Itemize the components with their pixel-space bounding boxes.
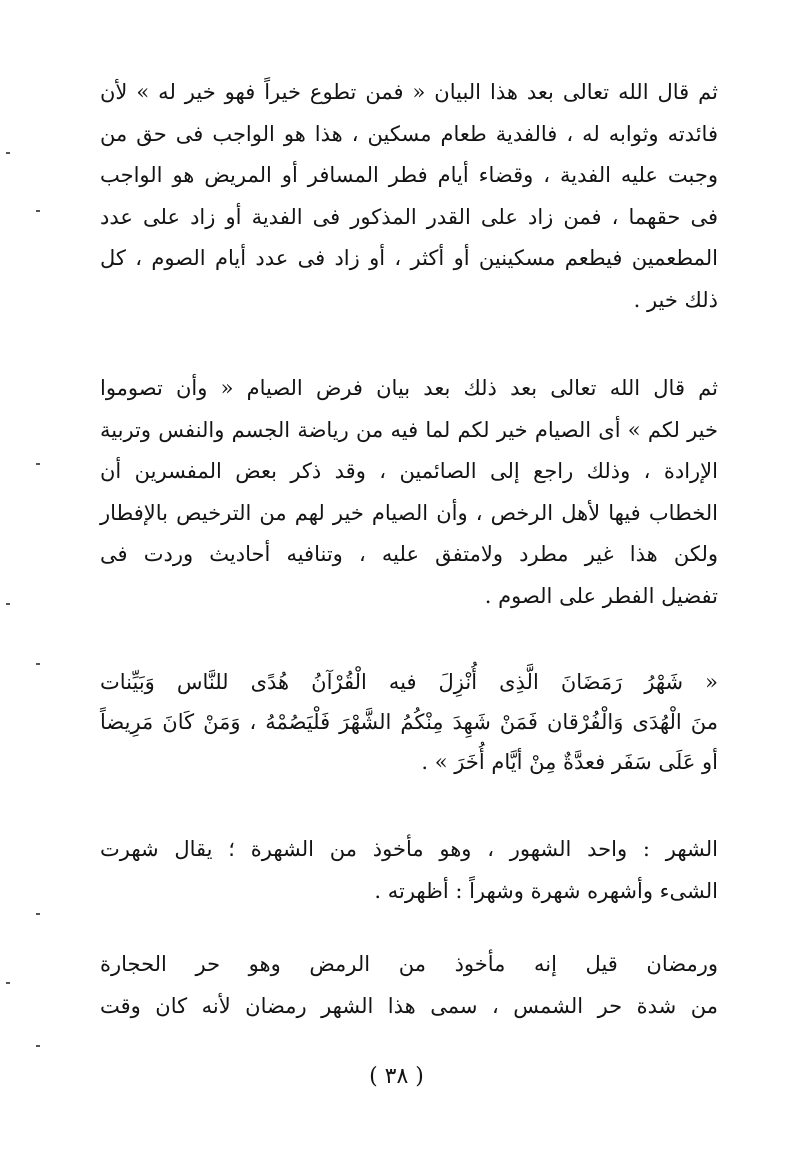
page-number: ( ٣٨ ) [369, 1064, 424, 1089]
text-line: خير لكم » أى الصيام خير لكم لما فيه من رياضة الجسم والنفس وتربية [100, 417, 718, 442]
quran-verse-paragraph [100, 662, 718, 782]
text-line: الشىء وأشهره شهرة وشهراً : أظهرته . [374, 878, 718, 903]
margin-speck [36, 913, 40, 915]
text-line: الخطاب فيها لأهل الرخص ، وأن الصيام خير لهم من الترخيص بالإفطار [100, 500, 718, 525]
margin-speck [6, 603, 10, 605]
margin-speck [6, 982, 10, 984]
margin-speck [36, 210, 40, 212]
text-line: فى حقهما ، فمن زاد على القدر المذكور فى الفدية أو زاد على عدد [100, 204, 718, 229]
paragraph-definition-month [100, 829, 718, 912]
text-line: الشهر : واحد الشهور ، وهو مأخوذ من الشهرة ؛ يقال شهرت [100, 837, 718, 861]
text-line: ولكن هذا غير مطرد ولامتفق عليه ، وتنافيه أحاديث وردت فى [100, 542, 718, 566]
verse-line: أو عَلَى سَفَر فعدَّةٌ مِنْ أيَّام أُخَرَ » . [421, 750, 718, 774]
margin-speck [6, 152, 10, 154]
verse-line: منَ الْهُدَى وَالْفُرْقان فَمَنْ شَهِدَ مِنْكُمُ الشَّهْرَ فَلْيَصُمْهُ ، وَمَنْ كَانَ مَرِيضاً [100, 710, 718, 734]
text-line: ذلك خير . [633, 287, 718, 312]
margin-speck [36, 463, 40, 465]
verse-line: « شَهْرُ رَمَضَانَ الَّذِى أُنْزِلَ فيه الْقُرْآنُ هُدًى للنَّاس وَبَيِّنات [100, 670, 718, 694]
text-line: من شدة حر الشمس ، سمى هذا الشهر رمضان لأنه كان وقت [100, 993, 718, 1018]
margin-speck [36, 1045, 40, 1047]
text-line: الإرادة ، وذلك راجع إلى الصائمين ، وقد ذكر بعض المفسرين أن [100, 459, 718, 483]
text-line: ثم قال الله تعالى بعد ذلك بعد بيان فرض الصيام « وأن تصوموا [100, 376, 718, 400]
text-line: ثم قال الله تعالى بعد هذا البيان « فمن تطوع خيراً فهو خير له » لأن [100, 80, 718, 104]
paragraph-2 [100, 368, 718, 617]
paragraph-ramadan-origin [100, 944, 718, 1027]
text-line: المطعمين فيطعم مسكينين أو أكثر ، أو زاد فى عدد أيام الصوم ، كل [100, 246, 718, 270]
text-line: وجبت عليه الفدية ، وقضاء أيام فطر المسافر أو المريض هو الواجب [100, 163, 718, 187]
text-line: ورمضان قيل إنه مأخوذ من الرمض وهو حر الحجارة [100, 952, 718, 976]
text-line: فائدته وثوابه له ، فالفدية طعام مسكين ، هذا هو الواجب فى حق من [100, 121, 718, 146]
paragraph-1 [100, 72, 718, 321]
text-line: تفضيل الفطر على الصوم . [484, 583, 718, 608]
margin-speck [36, 663, 40, 665]
